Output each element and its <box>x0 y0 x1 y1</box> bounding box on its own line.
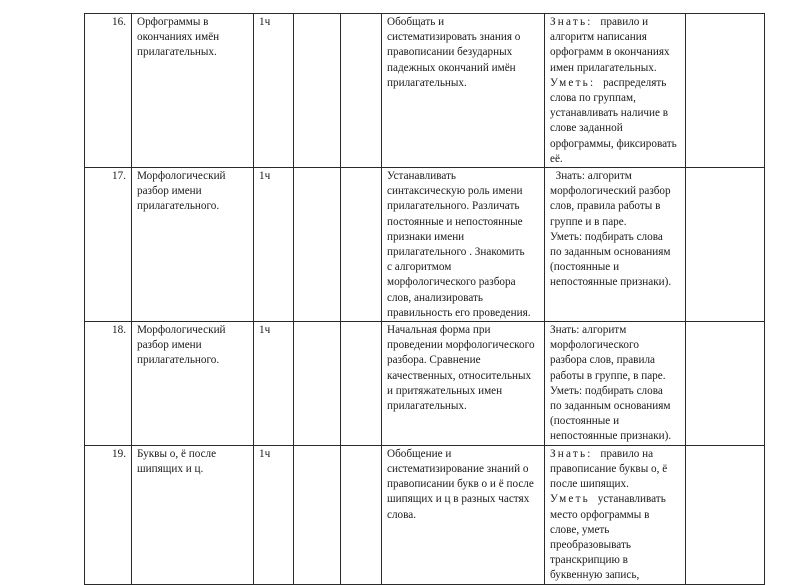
hours-cell: 1ч <box>254 322 294 446</box>
result-text: слове заданной <box>550 122 623 135</box>
result-text: орфограммы, фиксировать <box>550 137 677 150</box>
result-text: непостоянные признаки). <box>550 430 672 443</box>
result-text: по заданным основаниям <box>550 246 671 259</box>
result-line <box>550 492 680 507</box>
result-text: алгоритм <box>587 170 632 183</box>
result-line <box>550 338 680 353</box>
expected-results-cell <box>545 322 686 446</box>
table-row <box>85 14 765 168</box>
activity-line: разбора. Сравнение <box>387 354 481 367</box>
result-text: слова по группам, <box>550 92 636 105</box>
lesson-topic-cell <box>132 445 254 584</box>
result-text: разбора слов, правила <box>550 354 656 367</box>
activity-line: признаки имени <box>387 230 465 243</box>
result-line <box>550 91 680 106</box>
topic-line: окончаниях имён <box>137 31 220 44</box>
activity-line: прилагательных. <box>387 400 467 413</box>
result-line <box>550 462 680 477</box>
topic-line: Морфологический <box>137 324 226 337</box>
result-text: место орфограммы в <box>550 508 650 521</box>
table-row <box>85 168 765 322</box>
topic-line: Морфологический <box>137 170 226 183</box>
date-fact-cell <box>341 14 382 168</box>
result-line <box>550 106 680 121</box>
result-line <box>550 169 680 184</box>
result-text: слове, уметь <box>550 523 610 536</box>
result-line <box>550 30 680 45</box>
lesson-number-cell: 17. <box>85 168 132 322</box>
result-line <box>550 137 680 152</box>
result-text: распределять <box>600 76 667 89</box>
topic-line: прилагательных. <box>137 46 217 59</box>
result-text: алгоритм <box>582 324 627 337</box>
notes-cell <box>686 168 765 322</box>
result-text: буквенную запись, <box>550 569 640 582</box>
result-text: слов, правила работы в <box>550 200 661 213</box>
topic-line: разбор имени <box>137 339 202 352</box>
result-line <box>550 323 680 338</box>
topic-line: разбор имени <box>137 185 202 198</box>
notes-cell <box>686 14 765 168</box>
lesson-number-cell: 16. <box>85 14 132 168</box>
result-line <box>550 245 680 260</box>
result-line <box>550 275 680 290</box>
lesson-topic-cell <box>132 168 254 322</box>
activity-line: качественных, относительных <box>387 369 532 382</box>
result-text: устанавливать <box>594 493 666 506</box>
date-fact-cell <box>341 445 382 584</box>
activity-line: проведении морфологического <box>387 339 535 352</box>
date-plan-cell <box>294 168 341 322</box>
result-text: подбирать слова <box>584 230 663 243</box>
result-line <box>550 353 680 368</box>
notes-cell <box>686 445 765 584</box>
result-line <box>550 121 680 136</box>
result-line <box>550 260 680 275</box>
result-text: алгоритм написания <box>550 31 647 44</box>
expected-results-cell <box>545 168 686 322</box>
result-text: морфологического <box>550 339 639 352</box>
table-row <box>85 322 765 446</box>
result-label: Знать: <box>550 447 598 460</box>
activity-line: Обобщать и <box>387 16 445 28</box>
date-plan-cell <box>294 445 341 584</box>
expected-results-cell <box>545 14 686 168</box>
result-line <box>550 184 680 199</box>
result-text: (постоянные и <box>550 261 620 274</box>
result-label: Уметь: <box>550 384 585 397</box>
result-text: устанавливать наличие в <box>550 107 669 120</box>
result-text: морфологический разбор <box>550 185 671 198</box>
result-label: Знать: <box>550 170 588 183</box>
topic-line: прилагательного. <box>137 200 220 213</box>
activity-line: синтаксическую роль имени <box>387 185 523 198</box>
activity-line: систематизирование знаний о <box>387 462 529 475</box>
date-plan-cell <box>294 14 341 168</box>
notes-cell <box>686 322 765 446</box>
result-line <box>550 399 680 414</box>
expected-results-cell <box>545 445 686 584</box>
result-text: орфограмм в окончаниях <box>550 46 670 59</box>
result-line <box>550 414 680 429</box>
result-label: Уметь: <box>550 76 601 89</box>
activities-cell <box>382 445 545 584</box>
activity-line: шипящих и ц в разных частях <box>387 493 530 506</box>
result-line <box>550 215 680 230</box>
activity-line: Устанавливать <box>387 170 456 183</box>
result-text: имен прилагательных. <box>550 61 657 74</box>
activity-line: с алгоритмом <box>387 261 452 274</box>
activities-cell <box>382 14 545 168</box>
activity-line: слов, анализировать <box>387 291 484 304</box>
result-text: подбирать слова <box>584 384 663 397</box>
date-plan-cell <box>294 322 341 446</box>
table-body <box>85 14 765 585</box>
activity-line: падежных окончаний имён <box>387 61 516 74</box>
activity-line: систематизировать знания о <box>387 31 521 44</box>
result-label: Знать: <box>550 324 583 337</box>
result-line <box>550 369 680 384</box>
activity-line: и притяжательных имен <box>387 384 503 397</box>
activity-line: прилагательных. <box>387 76 467 89</box>
date-fact-cell <box>341 168 382 322</box>
hours-cell: 1ч <box>254 445 294 584</box>
result-line <box>550 477 680 492</box>
lesson-topic-cell <box>132 14 254 168</box>
result-text: правило и <box>597 16 649 28</box>
result-label: Уметь <box>550 493 595 506</box>
date-fact-cell <box>341 322 382 446</box>
activities-cell <box>382 322 545 446</box>
activities-cell <box>382 168 545 322</box>
lesson-number-cell: 19. <box>85 445 132 584</box>
result-line <box>550 230 680 245</box>
activity-line: правописании безударных <box>387 46 513 59</box>
result-line <box>550 152 680 167</box>
result-line <box>550 384 680 399</box>
result-text: работы в группе, в паре. <box>550 369 666 382</box>
activity-line: правильность его проведения. <box>387 306 531 319</box>
result-label: Знать: <box>550 16 598 28</box>
table-row <box>85 445 765 584</box>
result-text: её. <box>550 152 563 165</box>
result-text: по заданным основаниям <box>550 400 671 413</box>
result-line <box>550 508 680 523</box>
activity-line: постоянные и непостоянные <box>387 215 523 228</box>
result-line <box>550 45 680 60</box>
result-line <box>550 15 680 30</box>
result-text: после шипящих. <box>550 478 629 491</box>
lesson-number-cell: 18. <box>85 322 132 446</box>
result-text: непостоянные признаки). <box>550 276 672 289</box>
activity-line: правописании букв о и ё после <box>387 478 534 491</box>
result-label: Уметь: <box>550 230 585 243</box>
topic-line: шипящих и ц. <box>137 462 204 475</box>
result-line <box>550 447 680 462</box>
result-line <box>550 553 680 568</box>
result-line <box>550 523 680 538</box>
topic-line: прилагательного. <box>137 354 220 367</box>
result-line <box>550 61 680 76</box>
result-text: транскрипцию в <box>550 554 628 567</box>
result-text: (постоянные и <box>550 415 620 428</box>
lesson-topic-cell <box>132 322 254 446</box>
activity-line: прилагательного . Знакомить <box>387 246 525 259</box>
activity-line: слова. <box>387 508 417 521</box>
result-text: преобразовывать <box>550 538 631 551</box>
result-text: правописание буквы о, ё <box>550 462 668 475</box>
activity-line: Обобщение и <box>387 447 452 460</box>
topic-line: Орфограммы в <box>137 16 209 28</box>
result-text: группе и в паре. <box>550 215 627 228</box>
result-line <box>550 538 680 553</box>
hours-cell: 1ч <box>254 168 294 322</box>
result-line <box>550 429 680 444</box>
topic-line: Буквы о, ё после <box>137 447 217 460</box>
hours-cell: 1ч <box>254 14 294 168</box>
activity-line: прилагательного. Различать <box>387 200 520 213</box>
activity-line: Начальная форма при <box>387 324 491 337</box>
result-text: правило на <box>597 447 654 460</box>
result-line <box>550 199 680 214</box>
activity-line: морфологического разбора <box>387 276 516 289</box>
result-line <box>550 568 680 583</box>
result-line <box>550 76 680 91</box>
lesson-plan-table <box>84 13 765 585</box>
